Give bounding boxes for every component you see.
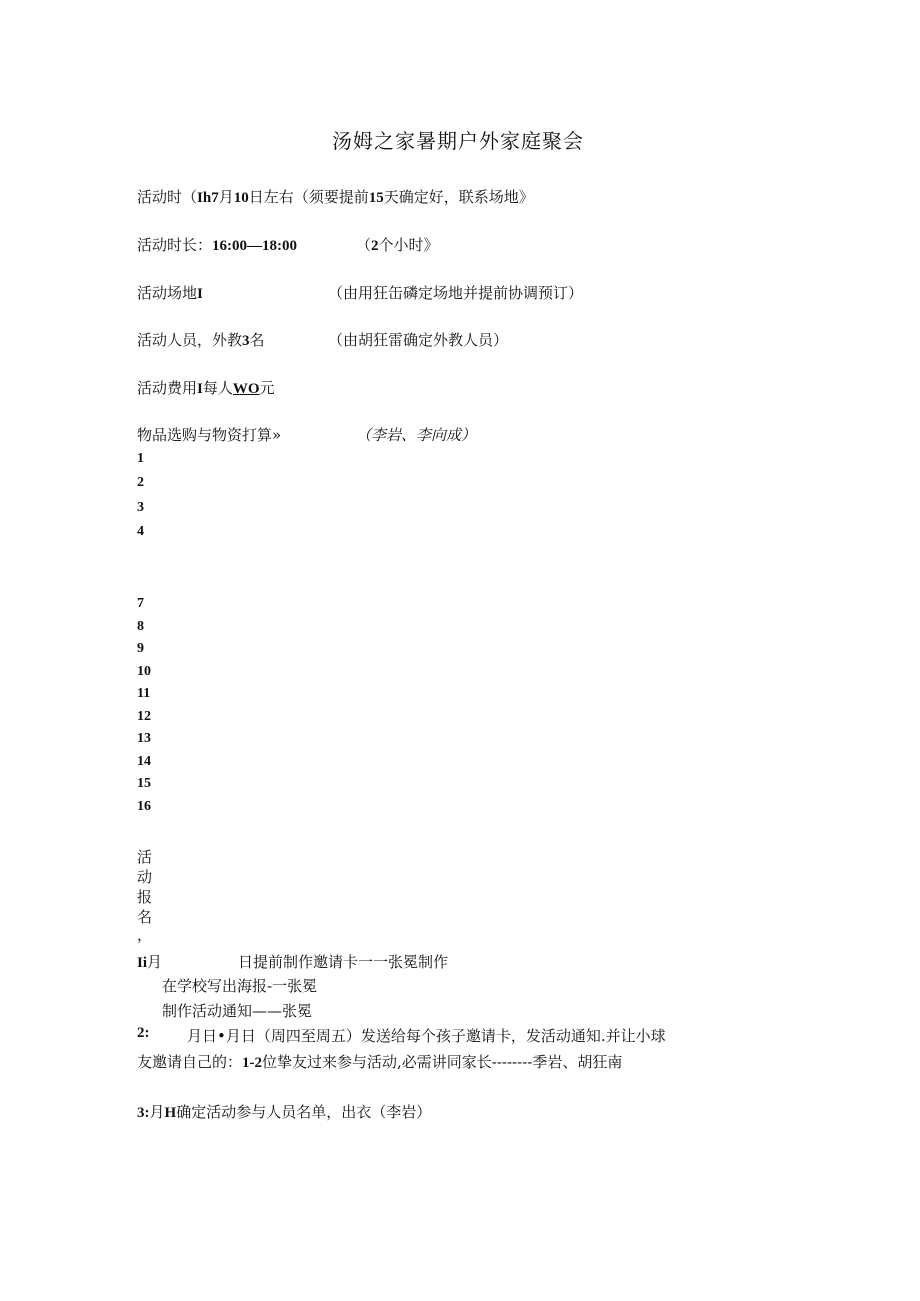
- supplies-note: （李岩、李向成）: [356, 426, 477, 444]
- duration-range: 16:00—18:00: [212, 238, 298, 254]
- signup-char: 动: [137, 868, 153, 886]
- time-date: Ih7: [197, 190, 219, 206]
- list-number: 8: [137, 619, 144, 634]
- page-title: 汤姆之家暑期户外家庭聚会: [332, 129, 584, 153]
- step1-prefix: [137, 951, 162, 972]
- list-number: 11: [137, 686, 151, 701]
- signup-char: 名: [137, 908, 153, 926]
- step2-line2-b: 位挚友过来参与活动,必需讲同家长--------季岩、胡狂南: [262, 1053, 623, 1071]
- list-number: 16: [137, 799, 151, 814]
- fee-amount: WO: [232, 381, 260, 397]
- supplies-line: 物品选购与物资打算»: [137, 426, 282, 444]
- fee-line: [137, 377, 275, 398]
- people-count: 3: [242, 333, 250, 349]
- list-number: 15: [137, 776, 151, 791]
- fee-label: 活动费用: [137, 379, 198, 397]
- duration-hours: 2: [371, 238, 379, 254]
- step1-month: 月: [147, 953, 163, 971]
- step2-line1: 月日•月日（周四至周五）发送给每个孩子邀请卡，发活动通知.并让小球: [187, 1027, 666, 1045]
- activity-time-line: [137, 186, 534, 207]
- step3-text: 确定活动参与人员名单，出衣（李岩）: [176, 1103, 432, 1121]
- list-number: 9: [137, 641, 144, 656]
- list-number: 4: [137, 524, 144, 539]
- step3-line: [137, 1101, 431, 1122]
- list-number: 7: [137, 596, 144, 611]
- step3-month: 月: [149, 1103, 165, 1121]
- signup-char: 报: [137, 888, 153, 906]
- duration-note-rest: 个小时》: [378, 236, 439, 254]
- fee-per: 每人: [202, 379, 233, 397]
- time-month: 月: [218, 188, 234, 206]
- step3-h: H: [164, 1105, 177, 1121]
- list-number: 13: [137, 731, 151, 746]
- duration-label: 活动时长：: [137, 236, 213, 254]
- step1-sub-item: 制作活动通知——张冕: [162, 1002, 313, 1020]
- step3-marker: 3:: [137, 1105, 150, 1121]
- people-line: [137, 329, 265, 350]
- time-rest: 日左右（须要提前: [248, 188, 369, 206]
- people-label: 活动人员，外教: [137, 331, 243, 349]
- step2-line2: [137, 1051, 622, 1072]
- time-label: 活动时（: [137, 188, 198, 206]
- list-number: 10: [137, 664, 151, 679]
- fee-unit: 元: [259, 379, 275, 397]
- step1-text: 日提前制作邀请卡一一张冕制作: [238, 953, 449, 971]
- list-number: 2: [137, 475, 144, 490]
- list-number: 1: [137, 451, 144, 466]
- list-number: 14: [137, 754, 151, 769]
- signup-char: 活: [137, 848, 153, 866]
- venue-line: [137, 282, 203, 303]
- step2-line2-range: 1-2: [242, 1055, 263, 1071]
- list-number: 12: [137, 709, 151, 724]
- signup-char: ，: [137, 926, 153, 944]
- step2-line2-a: 友邀请自己的：: [137, 1053, 243, 1071]
- fee-label-mark: I: [197, 381, 203, 397]
- time-rest2: 天确定好，联系场地》: [383, 188, 534, 206]
- venue-label-mark: I: [197, 286, 203, 302]
- time-day: 10: [233, 190, 249, 206]
- people-unit: 名: [249, 331, 265, 349]
- people-note: （由胡狂雷确定外教人员）: [328, 331, 509, 349]
- step1-marker: Ii: [137, 955, 148, 971]
- duration-note: [356, 234, 439, 255]
- time-days: 15: [368, 190, 384, 206]
- venue-note: （由用狂缶磷定场地并提前协调预订）: [328, 284, 584, 302]
- venue-label: 活动场地: [137, 284, 198, 302]
- duration-line: [137, 234, 297, 255]
- duration-note-prefix: （: [356, 236, 372, 254]
- step1-sub-item: 在学校写出海报-一张冕: [162, 977, 318, 995]
- list-number: 3: [137, 500, 144, 515]
- step2-marker: 2:: [137, 1025, 150, 1041]
